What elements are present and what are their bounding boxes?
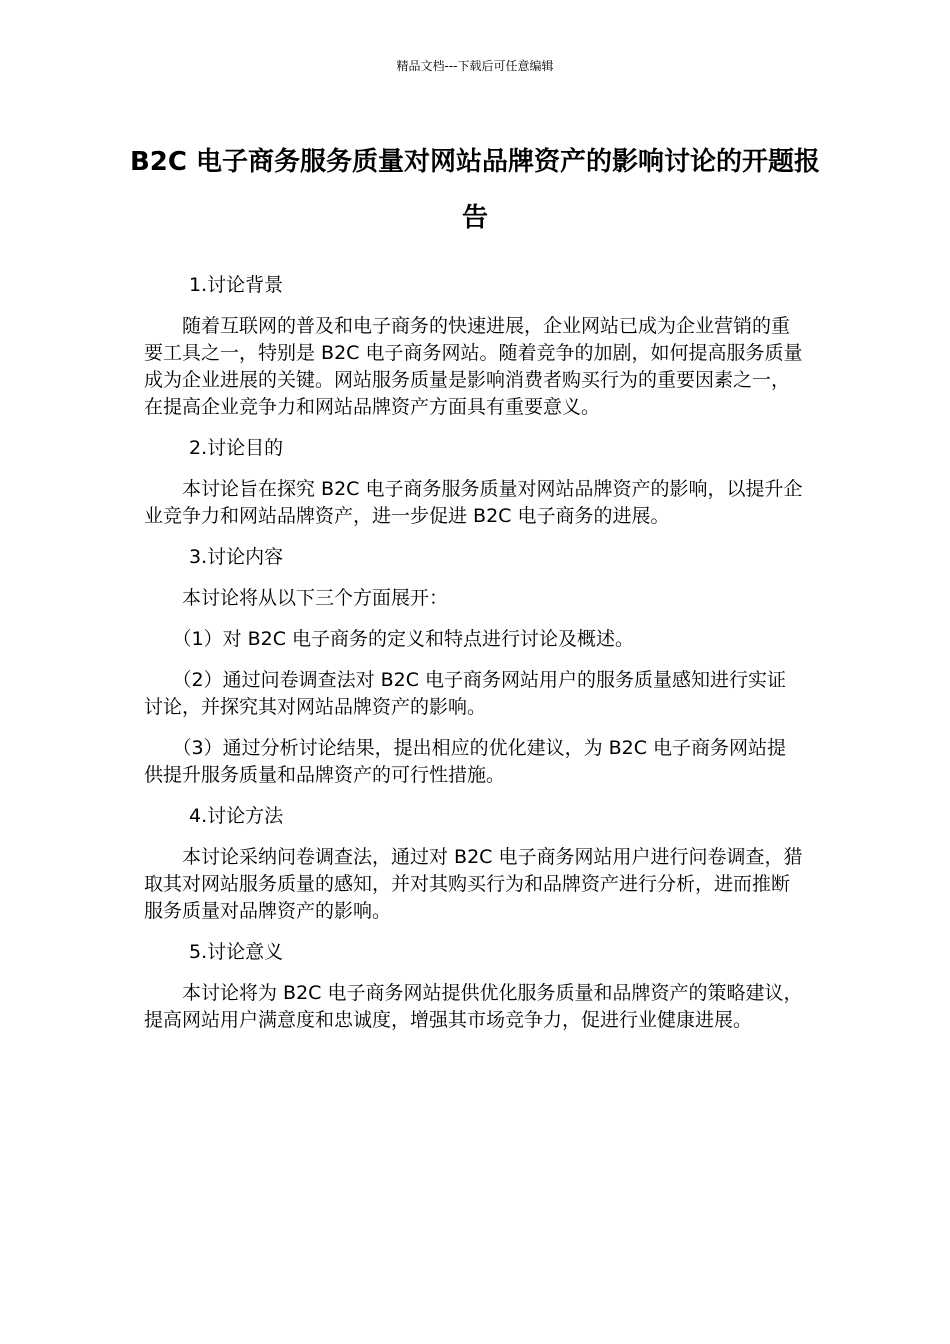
document-body [144, 272, 804, 1048]
content-list-item-3: （3）通过分析讨论结果，提出相应的优化建议，为 B2C 电子商务网站提供提升服务质量和品牌资产的可行性措施。 [144, 737, 787, 786]
paragraph-background: 随着互联网的普及和电子商务的快速进展，企业网站已成为企业营销的重要工具之一，特别是 B2C 电子商务网站。随着竞争的加剧，如何提高服务质量成为企业进展的关键。网站服务质量是影响消费者购买行为的重要因素之一，在提高企业竞争力和网站品牌资产方面具有重要意义。 [144, 315, 803, 418]
content-list-item-2: （2）通过问卷调查法对 B2C 电子商务网站用户的服务质量感知进行实证讨论，并探究其对网站品牌资产的影响。 [144, 669, 787, 718]
paragraph-significance: 本讨论将为 B2C 电子商务网站提供优化服务质量和品牌资产的策略建议，提高网站用户满意度和忠诚度，增强其市场竞争力，促进行业健康进展。 [144, 982, 803, 1031]
section-heading-purpose: 2.讨论目的 [189, 437, 284, 459]
header-note: 精品文档---下载后可任意编辑 [396, 59, 554, 73]
section-heading-content: 3.讨论内容 [189, 546, 284, 568]
content-list-item-1: （1）对 B2C 电子商务的定义和特点进行讨论及概述。 [172, 628, 635, 650]
section-heading-method: 4.讨论方法 [189, 805, 284, 827]
document-title: B2C 电子商务服务质量对网站品牌资产的影响讨论的开题报告 [129, 147, 821, 233]
paragraph-content-intro: 本讨论将从以下三个方面展开： [182, 587, 449, 609]
paragraph-method: 本讨论采纳问卷调查法，通过对 B2C 电子商务网站用户进行问卷调查，猎取其对网站服务质量的感知，并对其购买行为和品牌资产进行分析，进而推断服务质量对品牌资产的影响。 [144, 846, 803, 922]
section-heading-background: 1.讨论背景 [189, 274, 284, 296]
section-heading-significance: 5.讨论意义 [189, 941, 284, 963]
paragraph-purpose: 本讨论旨在探究 B2C 电子商务服务质量对网站品牌资产的影响，以提升企业竞争力和网站品牌资产，进一步促进 B2C 电子商务的进展。 [144, 478, 803, 527]
